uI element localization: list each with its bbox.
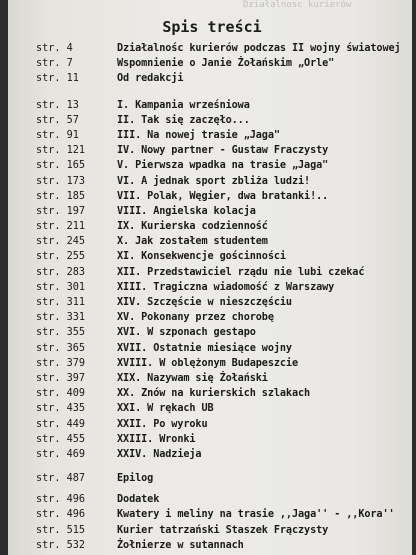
toc-page-number: str. 255: [36, 251, 86, 263]
toc-entry: [36, 447, 412, 462]
toc-entry: [36, 204, 412, 219]
toc-entry-title: Działalnośc kurierów podczas II wojny światowej: [117, 43, 401, 54]
toc-entry-title: XVIII. W oblężonym Budapeszcie: [117, 357, 299, 369]
toc-page-number: str. 7: [36, 58, 73, 70]
toc-entry-title: XIII. Tragiczna wiadomość z Warszawy: [117, 281, 335, 293]
toc-page-number: str. 355: [36, 327, 86, 339]
toc-entry: [36, 417, 412, 432]
toc-entry: [36, 98, 412, 113]
toc-entry: [36, 310, 412, 325]
bleed-through-text: Działalnosc kurierów: [243, 0, 352, 10]
toc-entry: [36, 401, 412, 416]
toc-entry-title: XXIV. Nadzieja: [117, 448, 202, 460]
toc-page-number: str. 397: [36, 372, 86, 384]
toc-entry: [36, 158, 412, 173]
toc-page-number: str. 469: [36, 448, 86, 460]
toc-entry: [36, 71, 412, 86]
toc-entry: [36, 41, 412, 56]
toc-entry: [36, 234, 412, 249]
toc-page-number: str. 365: [36, 342, 86, 354]
toc-entry: [36, 386, 412, 401]
toc-entry: [36, 507, 412, 522]
toc-page-number: str. 455: [36, 433, 86, 445]
toc-page-number: str. 515: [36, 524, 86, 536]
toc-entry-title: V. Pierwsza wpadka na trasie „Jaga": [117, 160, 329, 172]
toc-entry-title: XVII. Ostatnie miesiące wojny: [117, 342, 292, 354]
toc-entry-title: Dodatek: [117, 494, 160, 506]
toc-entry: [36, 523, 412, 538]
toc-page-number: str. 245: [36, 236, 86, 248]
toc-entry: [36, 492, 412, 507]
toc-entry: [36, 113, 412, 128]
toc-group-epilog: [36, 471, 412, 486]
toc-page-number: str. 532: [36, 539, 86, 551]
toc-page-number: str. 121: [36, 145, 86, 157]
toc-page-number: str. 311: [36, 297, 86, 308]
toc-entry-title: Żołnierze w sutannach: [117, 539, 244, 551]
toc-entry-title: XV. Pokonany przez chorobę: [117, 312, 274, 324]
toc-entry-title: Od redakcji: [117, 73, 184, 85]
toc-page-number: str. 185: [36, 190, 86, 202]
toc-entry-title: II. Tak się zaczęło...: [117, 114, 250, 126]
toc-entry-title: XI. Konsekwencje gościnności: [117, 251, 286, 263]
toc-page-number: str. 283: [36, 266, 86, 278]
toc-entry: [36, 56, 412, 71]
toc-entry-title: III. Na nowej trasie „Jaga": [117, 129, 280, 141]
toc-entry-title: XXI. W rękach UB: [117, 403, 214, 415]
toc-page-number: str. 13: [36, 99, 79, 111]
toc-page-number: str. 4: [36, 43, 73, 54]
toc-page-number: str. 211: [36, 221, 86, 233]
toc-entry: [36, 128, 412, 143]
toc-entry: [36, 249, 412, 264]
toc-entry: [36, 219, 412, 234]
toc-entry: [36, 538, 412, 553]
toc-page-number: str. 331: [36, 312, 86, 324]
toc-entry-title: XX. Znów na kurierskich szlakach: [117, 388, 311, 400]
toc-entry-title: X. Jak zostałem studentem: [117, 236, 268, 248]
toc-entry-title: XVI. W szponach gestapo: [117, 327, 256, 339]
toc-page-number: str. 496: [36, 494, 86, 506]
toc-entry: [36, 280, 412, 295]
toc-page-number: str. 496: [36, 509, 86, 521]
toc-entry-title: XIX. Nazywam się Żołański: [117, 372, 268, 384]
toc-entry: [36, 432, 412, 447]
toc-entry: [36, 265, 412, 280]
table-of-contents: [36, 41, 412, 553]
toc-entry-title: XXII. Po wyroku: [117, 418, 208, 430]
toc-entry: [36, 143, 412, 158]
page-title: Spis treści: [162, 18, 262, 36]
toc-group-chapters: [36, 98, 412, 463]
toc-entry: [36, 174, 412, 189]
toc-page-number: str. 197: [36, 205, 86, 217]
toc-page-number: str. 173: [36, 175, 86, 187]
toc-page-number: str. 449: [36, 418, 86, 430]
toc-entry: [36, 341, 412, 356]
toc-page-number: str. 435: [36, 403, 86, 415]
toc-page-number: str. 301: [36, 281, 86, 293]
toc-group-front-matter: [36, 41, 412, 87]
toc-entry-title: IV. Nowy partner - Gustaw Fraczysty: [117, 145, 329, 157]
toc-entry-title: XXIII. Wronki: [117, 433, 196, 445]
toc-entry: [36, 471, 412, 486]
toc-entry: [36, 189, 412, 204]
toc-entry: [36, 371, 412, 386]
toc-group-appendix: [36, 492, 412, 553]
toc-page-number: str. 409: [36, 388, 86, 400]
toc-page-number: str. 487: [36, 473, 86, 485]
toc-entry-title: VII. Polak, Węgier, dwa bratanki!..: [117, 190, 329, 202]
toc-entry-title: I. Kampania wrześniowa: [117, 99, 250, 111]
toc-entry-title: Epilog: [117, 473, 154, 485]
toc-entry: [36, 325, 412, 340]
toc-entry-title: Wspomnienie o Janie Żołańskim „Orle": [117, 58, 335, 70]
toc-entry: [36, 295, 412, 310]
toc-entry: [36, 356, 412, 371]
toc-entry-title: VI. A jednak sport zbliża ludzi!: [117, 175, 311, 187]
toc-page-number: str. 165: [36, 160, 86, 172]
toc-entry-title: IX. Kurierska codzienność: [117, 221, 268, 233]
toc-page-number: str. 379: [36, 357, 86, 369]
toc-entry-title: Kurier tatrzański Staszek Frączysty: [117, 524, 329, 536]
document-page: [8, 0, 412, 555]
toc-page-number: str. 57: [36, 114, 79, 126]
toc-page-number: str. 11: [36, 73, 79, 85]
toc-entry-title: Kwatery i meliny na trasie ,,Jaga'' - ,,Kora'': [117, 509, 395, 521]
toc-entry-title: XII. Przedstawiciel rządu nie lubi czekać: [117, 266, 365, 278]
toc-page-number: str. 91: [36, 129, 79, 141]
toc-entry-title: VIII. Angielska kolacja: [117, 205, 256, 217]
toc-entry-title: XIV. Szczęście w nieszczęściu: [117, 297, 292, 308]
